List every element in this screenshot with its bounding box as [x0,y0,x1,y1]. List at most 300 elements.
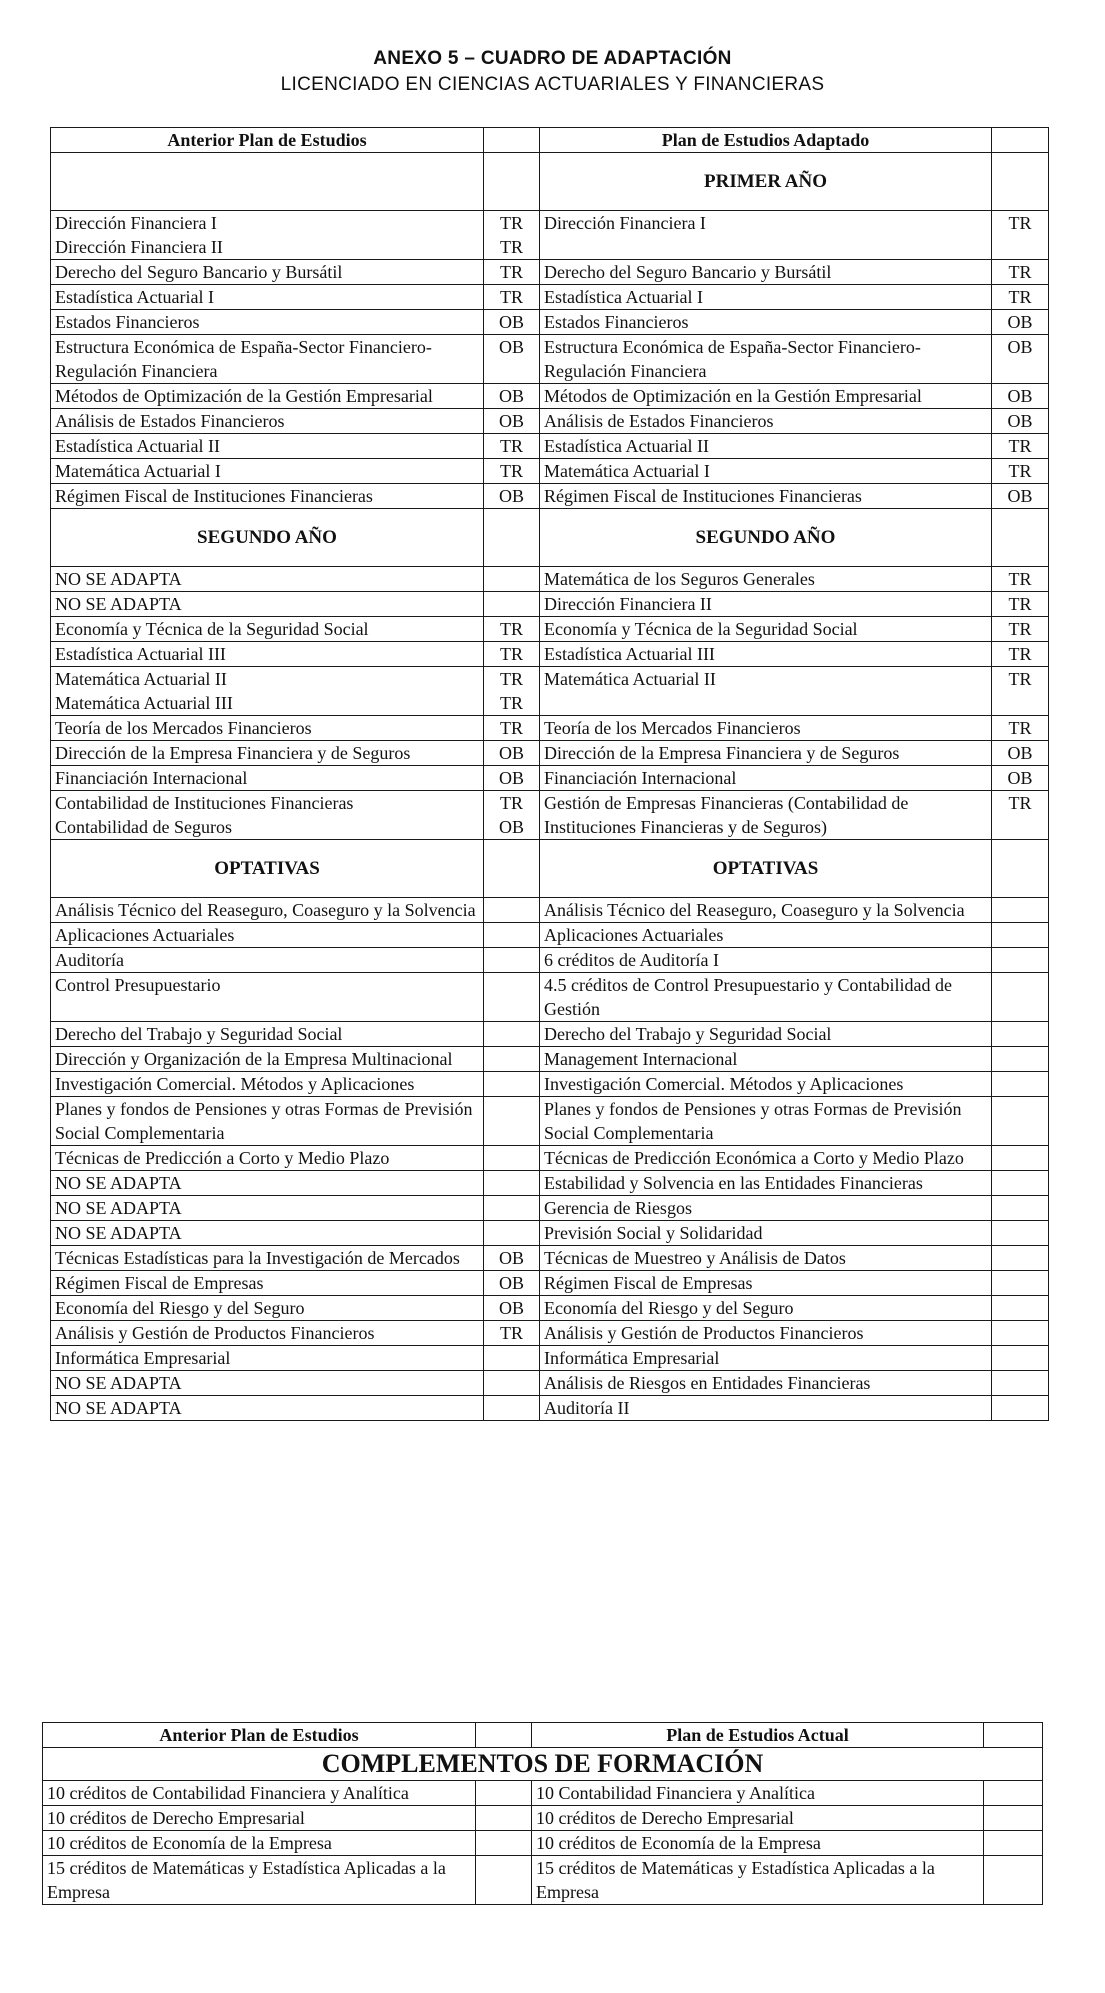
adapted-type [992,260,1049,285]
section-heading-right-text: PRIMER AÑO [704,170,827,192]
table-row [51,1047,1049,1072]
adapted-subject-text: Informática Empresarial [544,1348,720,1368]
adapted-subject-text: Matemática de los Seguros Generales [544,569,815,589]
previous-subject [51,923,484,948]
table-row [51,592,1049,617]
blank-cell [984,1831,1043,1856]
adapted-type [992,766,1049,791]
previous-subject [51,310,484,335]
adapted-type [992,384,1049,409]
previous-subject-text: Matemática Actuarial II [55,669,227,689]
previous-subject-text: Investigación Comercial. Métodos y Aplicaciones [55,1074,415,1094]
previous-subject-text: Estadística Actuarial III [55,644,226,664]
previous-type-text: TR [499,436,523,456]
current-credits [532,1781,984,1806]
previous-type [484,1047,540,1072]
adapted-type [992,592,1049,617]
adapted-subject-text: Matemática Actuarial II [544,669,716,689]
adapted-subject [540,567,992,592]
adapted-subject [540,1396,992,1421]
previous-subject [51,791,484,840]
previous-type [484,791,540,840]
adapted-subject [540,1047,992,1072]
previous-subject-text: NO SE ADAPTA [55,594,182,614]
previous-type [484,1196,540,1221]
adapted-subject-text: Management Internacional [544,1049,738,1069]
adapted-subject [540,1246,992,1271]
previous-type [484,335,540,384]
adapted-type [992,1346,1049,1371]
previous-type [484,211,540,260]
previous-type-text: TR [499,718,523,738]
table-header-row [43,1723,1043,1748]
adapted-subject [540,484,992,509]
adapted-subject [540,1371,992,1396]
adapted-subject [540,409,992,434]
previous-subject [51,1171,484,1196]
adapted-subject [540,1321,992,1346]
section-heading-right-text: SEGUNDO AÑO [695,526,836,548]
adapted-type [992,434,1049,459]
document-subtitle: LICENCIADO EN CIENCIAS ACTUARIALES Y FINANCIERAS [280,74,825,95]
previous-subject [51,1396,484,1421]
table-row [51,260,1049,285]
previous-subject [51,384,484,409]
previous-credits [43,1831,476,1856]
previous-subject-text: Régimen Fiscal de Empresas [55,1273,264,1293]
adapted-subject [540,592,992,617]
previous-subject-text: Análisis y Gestión de Productos Financieros [55,1323,375,1343]
previous-subject [51,948,484,973]
previous-subject-text: Economía del Riesgo y del Seguro [55,1298,305,1318]
table-row [51,1072,1049,1097]
adapted-type [992,716,1049,741]
table-row [51,716,1049,741]
previous-subject-text: NO SE ADAPTA [55,1173,182,1193]
previous-type-text: OB [498,768,524,788]
previous-subject [51,285,484,310]
table-row [51,211,1049,260]
adapted-subject-text: Estados Financieros [544,312,689,332]
table-row [51,1196,1049,1221]
complementos-title: COMPLEMENTOS DE FORMACIÓN [43,1748,1043,1781]
adapted-type [992,1022,1049,1047]
previous-type [484,766,540,791]
table-row [51,741,1049,766]
previous-type [484,1371,540,1396]
table-row [51,310,1049,335]
adapted-subject-text: Técnicas de Predicción Económica a Corto y Medio Plazo [544,1148,964,1168]
table-row [51,973,1049,1022]
adapted-subject [540,211,992,260]
previous-subject-text: Matemática Actuarial I [55,461,221,481]
previous-subject-text: NO SE ADAPTA [55,1398,182,1418]
previous-type [484,260,540,285]
table-row [51,335,1049,384]
adapted-type [992,1396,1049,1421]
previous-type [484,642,540,667]
previous-subject [51,1072,484,1097]
previous-type [484,1271,540,1296]
previous-subject [51,592,484,617]
section-row [51,509,1049,567]
previous-subject [51,898,484,923]
table-row [51,1221,1049,1246]
blank-cell [984,1856,1043,1905]
previous-type-text: OB [498,312,524,332]
previous-subject [51,409,484,434]
previous-type [484,973,540,1022]
adapted-subject-text: Derecho del Trabajo y Seguridad Social [544,1024,832,1044]
section-heading-left-text: SEGUNDO AÑO [197,526,337,548]
adapted-subject-text: Estadística Actuarial II [544,436,709,456]
previous-subject [51,434,484,459]
previous-type [484,1246,540,1271]
section-heading-left [51,840,484,898]
adapted-subject [540,923,992,948]
previous-type [484,1171,540,1196]
previous-credits-text: 15 créditos de Matemáticas y Estadística Aplicadas a la Empresa [47,1858,446,1902]
adapted-subject [540,766,992,791]
table-header-row [51,128,1049,153]
previous-subject-text: Auditoría [55,950,124,970]
previous-type [484,484,540,509]
previous-type-text: TR [499,213,523,233]
adapted-subject [540,1072,992,1097]
adapted-type [992,791,1049,840]
previous-subject-text: Planes y fondos de Pensiones y otras Formas de Previsión Social Complementaria [55,1099,473,1143]
previous-type [484,1296,540,1321]
table-row [51,948,1049,973]
table-row [51,459,1049,484]
blank-cell [476,1806,532,1831]
table-row [51,1321,1049,1346]
adapted-type [992,923,1049,948]
previous-type [484,948,540,973]
adapted-type [992,335,1049,384]
previous-subject [51,211,484,260]
previous-type-text: TR [499,461,523,481]
previous-subject-text: Dirección y Organización de la Empresa Multinacional [55,1049,453,1069]
adapted-type-text: TR [1008,669,1032,689]
previous-subject [51,1246,484,1271]
adapted-type-text: TR [1008,619,1032,639]
adapted-subject [540,1221,992,1246]
adapted-subject [540,1271,992,1296]
previous-subject-text: Dirección Financiera I [55,213,217,233]
previous-subject [51,1346,484,1371]
previous-type [484,409,540,434]
code-cell [484,840,540,898]
table-row [51,617,1049,642]
previous-type-text: OB [498,337,524,357]
adapted-type-text: TR [1008,793,1032,813]
adapted-subject [540,384,992,409]
previous-type [484,459,540,484]
previous-type-text: OB [498,1298,524,1318]
adapted-type [992,567,1049,592]
previous-subject-text: Control Presupuestario [55,975,221,995]
previous-subject-text: Informática Empresarial [55,1348,231,1368]
table-row [51,1146,1049,1171]
complementos-table [42,1722,1043,1905]
adapted-subject [540,1196,992,1221]
previous-subject-text: Análisis Técnico del Reaseguro, Coaseguro y la Solvencia [55,900,476,920]
adapted-type [992,285,1049,310]
previous-subject-text: Teoría de los Mercados Financieros [55,718,312,738]
adapted-subject [540,791,992,840]
blank-cell [476,1856,532,1905]
table-row [51,923,1049,948]
table-row [51,766,1049,791]
previous-subject-text: NO SE ADAPTA [55,1198,182,1218]
adapted-type [992,484,1049,509]
previous-type-text: TR [499,237,523,257]
table-row [51,567,1049,592]
adapted-type-text: OB [1007,337,1033,357]
previous-subject-text: Economía y Técnica de la Seguridad Social [55,619,369,639]
adapted-type-text: TR [1008,569,1032,589]
adapted-type [992,642,1049,667]
previous-credits [43,1856,476,1905]
table-row [51,642,1049,667]
previous-subject-text: Matemática Actuarial III [55,693,233,713]
previous-type [484,741,540,766]
adapted-type [992,898,1049,923]
adapted-subject-text: Financiación Internacional [544,768,737,788]
adapted-subject [540,973,992,1022]
adapted-subject-text: Auditoría II [544,1398,630,1418]
previous-type [484,567,540,592]
adapted-subject-text: Análisis de Riesgos en Entidades Financieras [544,1373,871,1393]
adapted-subject [540,1346,992,1371]
adapted-type [992,1371,1049,1396]
adapted-subject-text: Régimen Fiscal de Instituciones Financieras [544,486,862,506]
adapted-type-text: TR [1008,213,1032,233]
previous-subject [51,1022,484,1047]
adapted-type [992,1097,1049,1146]
adapted-type [992,741,1049,766]
adapted-type-text: OB [1007,768,1033,788]
adapted-subject-text: Teoría de los Mercados Financieros [544,718,801,738]
previous-type-text: OB [498,1248,524,1268]
table-row [51,1271,1049,1296]
adapted-subject-text: Dirección de la Empresa Financiera y de Seguros [544,743,900,763]
adapted-subject [540,667,992,716]
table-row [43,1831,1043,1856]
previous-subject [51,973,484,1022]
adapted-type [992,1246,1049,1271]
adapted-subject [540,459,992,484]
previous-type [484,1097,540,1146]
previous-type [484,285,540,310]
table-row [51,1246,1049,1271]
adapted-subject-text: Métodos de Optimización en la Gestión Empresarial [544,386,922,406]
header-blank [992,128,1049,153]
adapted-subject [540,898,992,923]
previous-subject-text: Aplicaciones Actuariales [55,925,235,945]
adapted-subject [540,617,992,642]
previous-subject [51,642,484,667]
table-row [51,409,1049,434]
previous-subject-text: NO SE ADAPTA [55,569,182,589]
adapted-type-text: TR [1008,718,1032,738]
table-row [51,667,1049,716]
header-blank [484,128,540,153]
table-row [51,484,1049,509]
adapted-type [992,211,1049,260]
previous-subject [51,1196,484,1221]
previous-subject-text: NO SE ADAPTA [55,1373,182,1393]
current-credits-text: 10 créditos de Economía de la Empresa [536,1833,821,1853]
blank-cell [984,1806,1043,1831]
adapted-type-text: OB [1007,386,1033,406]
previous-type [484,667,540,716]
previous-type [484,1396,540,1421]
section-heading-right [540,153,992,211]
previous-type-text: OB [498,411,524,431]
adapted-subject-text: 6 créditos de Auditoría I [544,950,719,970]
adapted-subject [540,434,992,459]
previous-credits-text: 10 créditos de Derecho Empresarial [47,1808,305,1828]
table-row [51,1171,1049,1196]
table-row [51,1296,1049,1321]
adapted-type [992,617,1049,642]
previous-subject-text: Financiación Internacional [55,768,248,788]
adapted-type [992,1072,1049,1097]
table-row [51,1022,1049,1047]
previous-type [484,310,540,335]
section-heading-left [51,153,484,211]
adapted-subject [540,260,992,285]
code-cell [484,153,540,211]
adapted-subject-text: Gestión de Empresas Financieras (Contabilidad de Instituciones Financieras y de Seguros) [544,793,909,837]
adapted-subject [540,642,992,667]
previous-type [484,617,540,642]
adapted-type-text: OB [1007,312,1033,332]
adapted-subject-text: Régimen Fiscal de Empresas [544,1273,753,1293]
adapted-subject-text: Estadística Actuarial III [544,644,715,664]
code-cell [992,153,1049,211]
adapted-type [992,948,1049,973]
table-row [51,384,1049,409]
section-heading-left-text: OPTATIVAS [214,857,320,879]
table-row [43,1856,1043,1905]
previous-subject-text: NO SE ADAPTA [55,1223,182,1243]
previous-type-text: TR [499,1323,523,1343]
table-row [51,1371,1049,1396]
previous-subject-text: Técnicas Estadísticas para la Investigación de Mercados [55,1248,460,1268]
previous-subject-text: Estadística Actuarial I [55,287,214,307]
header-previous-plan: Anterior Plan de Estudios [51,128,484,153]
adapted-type [992,310,1049,335]
previous-subject-text: Régimen Fiscal de Instituciones Financieras [55,486,373,506]
previous-credits-text: 10 créditos de Economía de la Empresa [47,1833,332,1853]
section-heading-right [540,840,992,898]
previous-subject [51,484,484,509]
previous-type-text: TR [499,793,523,813]
adapted-type-text: TR [1008,436,1032,456]
previous-type-text: OB [498,817,524,837]
previous-subject-text: Dirección Financiera II [55,237,223,257]
code-cell [484,509,540,567]
adapted-type-text: TR [1008,461,1032,481]
previous-subject [51,1146,484,1171]
previous-type-text: OB [498,386,524,406]
adapted-type [992,973,1049,1022]
previous-subject [51,1047,484,1072]
code-cell [992,840,1049,898]
table-row [43,1806,1043,1831]
previous-subject [51,335,484,384]
adapted-type [992,667,1049,716]
adapted-type-text: TR [1008,262,1032,282]
adapted-subject-text: 4.5 créditos de Control Presupuestario y Contabilidad de Gestión [544,975,952,1019]
adaptation-table [50,127,1049,1421]
adapted-subject [540,1171,992,1196]
table-row [51,1396,1049,1421]
previous-type [484,1022,540,1047]
header-previous-plan: Anterior Plan de Estudios [43,1723,476,1748]
previous-type-text: TR [499,693,523,713]
adapted-type [992,1171,1049,1196]
adapted-subject-text: Dirección Financiera II [544,594,712,614]
previous-subject [51,1296,484,1321]
previous-credits [43,1781,476,1806]
adapted-type-text: OB [1007,411,1033,431]
header-current-plan: Plan de Estudios Actual [532,1723,984,1748]
table-row [51,1097,1049,1146]
previous-subject-text: Métodos de Optimización de la Gestión Empresarial [55,386,433,406]
previous-type-text: TR [499,619,523,639]
adapted-subject [540,1146,992,1171]
header-blank [476,1723,532,1748]
previous-type-text: OB [498,1273,524,1293]
adapted-type-text: TR [1008,594,1032,614]
adapted-subject-text: Previsión Social y Solidaridad [544,1223,763,1243]
table-row [51,434,1049,459]
previous-type-text: OB [498,743,524,763]
blank-cell [476,1781,532,1806]
code-cell [992,509,1049,567]
previous-type-text: TR [499,262,523,282]
previous-subject-text: Contabilidad de Seguros [55,817,232,837]
current-credits-text: 10 Contabilidad Financiera y Analítica [536,1783,815,1803]
section-heading-right [540,509,992,567]
current-credits [532,1806,984,1831]
previous-subject [51,567,484,592]
adapted-type [992,1221,1049,1246]
adapted-subject [540,948,992,973]
previous-subject [51,741,484,766]
adapted-subject [540,335,992,384]
previous-type-text: TR [499,644,523,664]
previous-type [484,923,540,948]
table-row [51,285,1049,310]
adapted-type [992,409,1049,434]
adapted-subject-text: Gerencia de Riesgos [544,1198,692,1218]
adapted-subject-text: Análisis de Estados Financieros [544,411,774,431]
header-blank [984,1723,1043,1748]
adapted-subject [540,1022,992,1047]
adapted-subject [540,285,992,310]
previous-subject [51,766,484,791]
previous-subject-text: Derecho del Seguro Bancario y Bursátil [55,262,343,282]
adapted-subject-text: Estadística Actuarial I [544,287,703,307]
current-credits [532,1856,984,1905]
previous-subject [51,1097,484,1146]
adapted-type [992,1047,1049,1072]
